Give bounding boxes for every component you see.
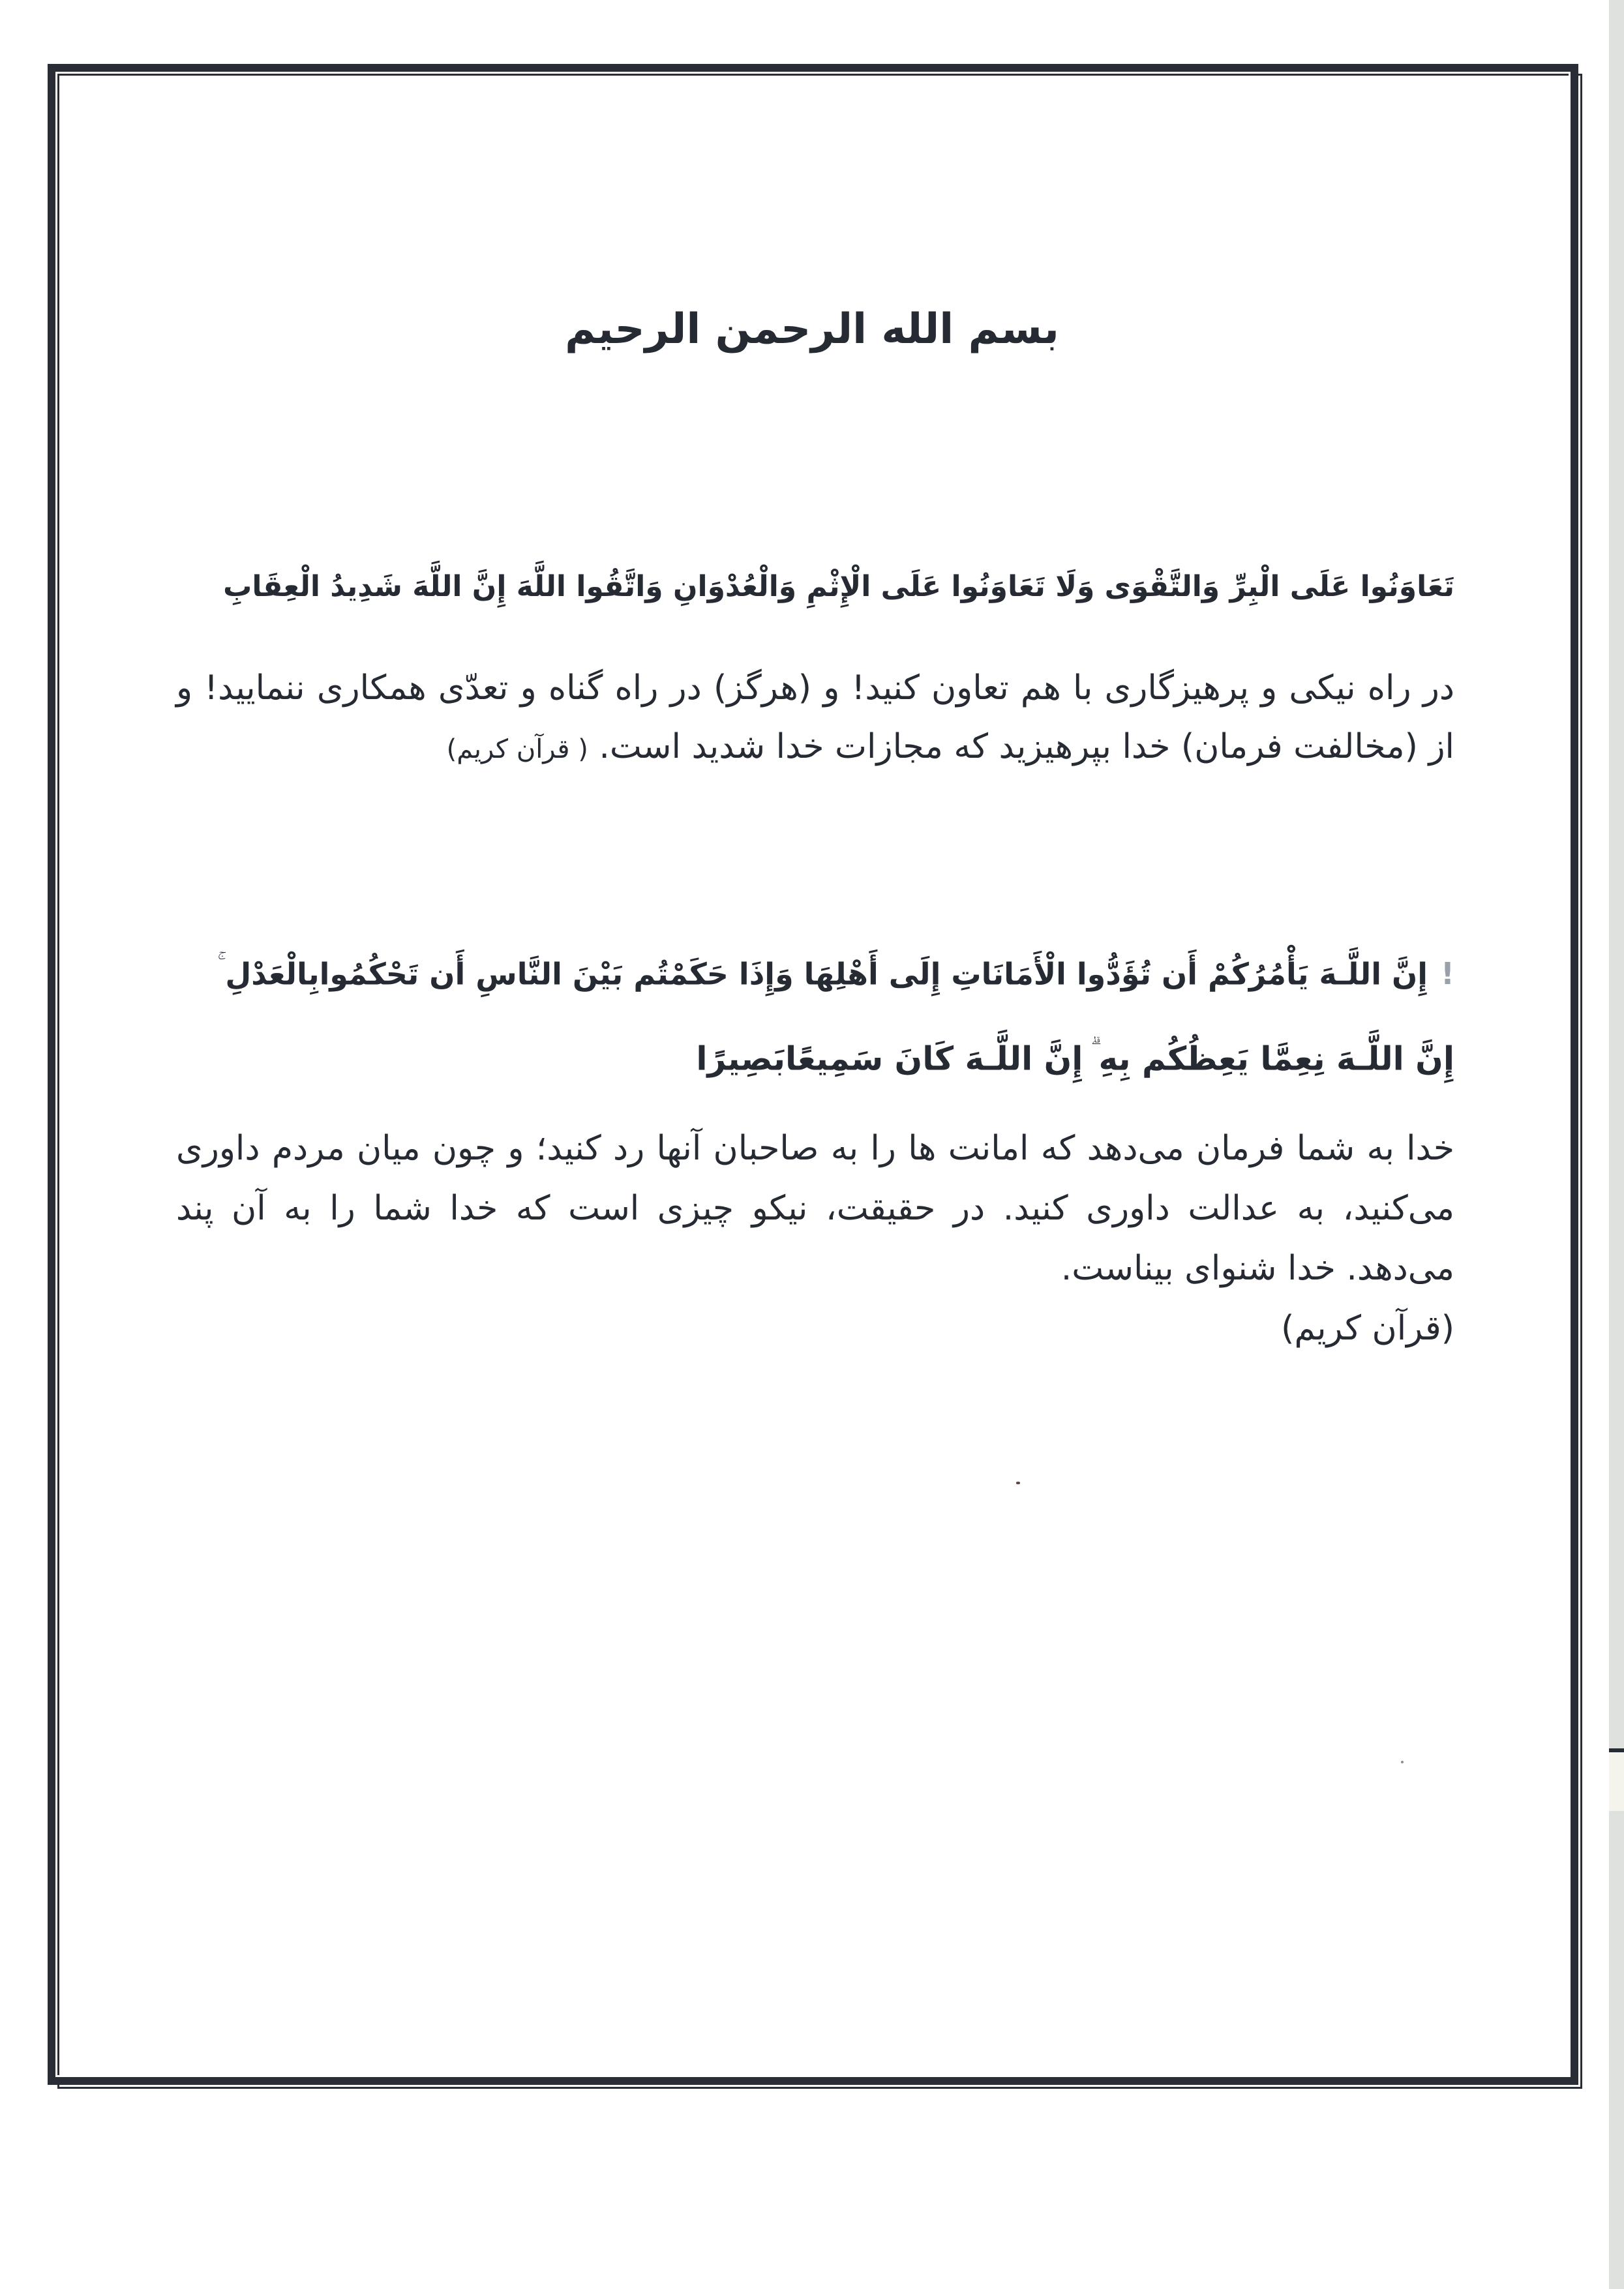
- scan-speck: [1016, 1482, 1020, 1484]
- translation-1-text: در راه نیکی و پرهیزگاری با هم تعاون کنید! و (هرگز) در راه گناه و تعدّی همکاری ننمایید! و از (مخالفت فرمان) خدا بپرهیزید که مجازات خدا شدید است.: [176, 668, 1454, 766]
- translation-2-citation: (قرآن کریم): [1281, 1309, 1454, 1348]
- verse-2-line-2: إِنَّ اللَّـهَ نِعِمَّا يَعِظُكُم بِهِ: [1098, 1040, 1454, 1078]
- verse-2-line-1: إِنَّ اللَّـهَ يَأْمُرُكُمْ أَن تُؤَدُّوا الْأَمَانَاتِ إِلَى أَهْلِهَا وَإِذَا حَكَمْتُم بَيْنَ النَّاسِ أَن تَحْكُمُوابِالْعَدْلِ: [225, 956, 1428, 992]
- quran-verse-1: [196, 541, 1454, 633]
- translation-1-citation: ( قرآن کریم): [446, 734, 588, 764]
- translation-2: [176, 1118, 1454, 1358]
- document-body: [170, 0, 1454, 2289]
- page-title: بسم الله الرحمن الرحیم: [565, 305, 1059, 353]
- verse-2-line-3: إِنَّ اللَّـهَ كَانَ سَمِيعًابَصِيرًا: [696, 1040, 1083, 1078]
- verse-1-line-1: تَعَاوَنُوا عَلَى الْبِرِّ وَالتَّقْوَى وَلَا تَعَاوَنُوا عَلَى الْإِثْمِ وَالْعُدْوَانِ وَاتَّقُوا اللَّهَ إِنَّ اللَّهَ شَدِيدُ الْعِقَابِ: [223, 570, 1454, 603]
- translation-1: [176, 659, 1454, 779]
- translation-2-text: خدا به شما فرمان می‌دهد که امانت ها را به صاحبان آنها رد کنید؛ و چون میان مردم داوری می‌کنید، به عدالت داوری کنید. در حقیقت، نیکو چیزی است که خدا شما را به آن پند می‌دهد. خدا شنوای بیناست.: [176, 1129, 1454, 1288]
- verse-start-marker: !: [1441, 956, 1454, 992]
- scan-speck: [1401, 1761, 1404, 1763]
- quran-verse-2-line-2: [196, 1004, 1454, 1105]
- scan-edge-strip: [1609, 1752, 1624, 1811]
